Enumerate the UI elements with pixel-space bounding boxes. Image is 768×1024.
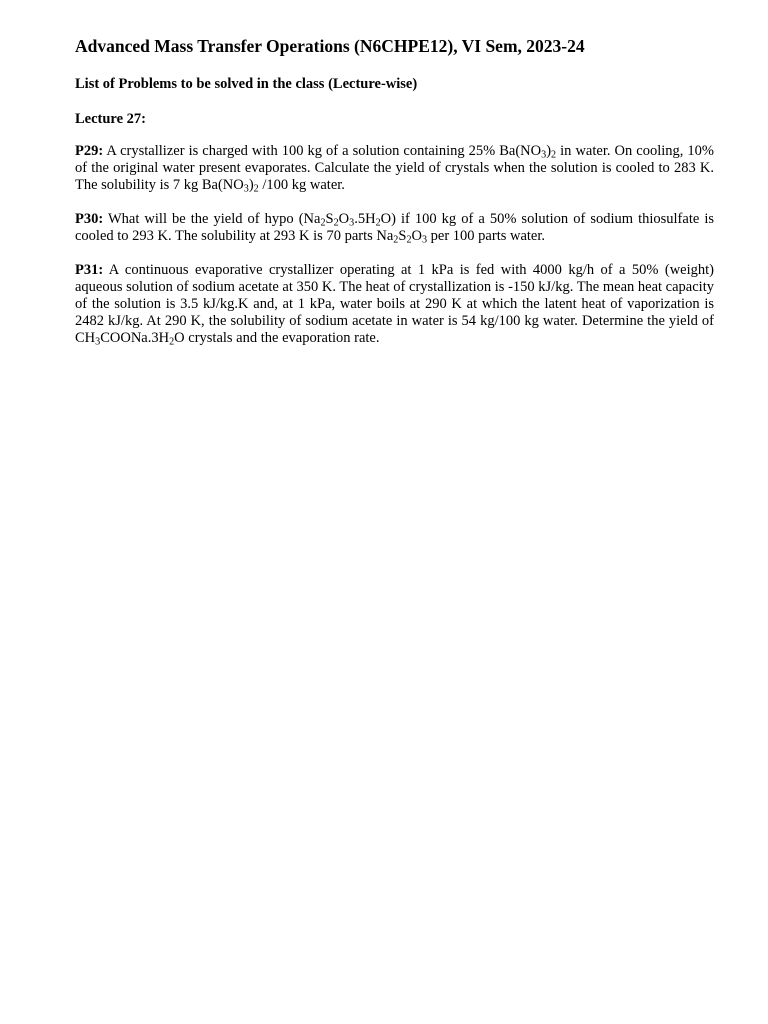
problem-text: [75, 262, 714, 346]
text-run: O crystals and the evaporation rate.: [174, 330, 380, 347]
text-run: A crystallizer is charged with 100 kg of a solution containing 25% Ba(NO: [103, 143, 542, 160]
subscript: 3: [95, 336, 101, 348]
document-subtitle: List of Problems to be solved in the class (Lecture-wise): [75, 75, 418, 92]
text-run: O: [411, 228, 422, 245]
problem-id: P30:: [75, 211, 104, 228]
subscript: 2: [551, 149, 557, 161]
subscript: 2: [333, 217, 339, 229]
document-title: Advanced Mass Transfer Operations (N6CHPE12), VI Sem, 2023-24: [75, 36, 585, 56]
text-run: /100 kg water.: [258, 177, 345, 194]
text-run: What will be the yield of hypo (Na: [103, 211, 321, 228]
text-run: O) if 100 kg of a 50% solution of sodium thiosulfate is cooled to 293 K. The solubility at 293 K is 70 parts Na: [75, 211, 714, 245]
subscript: 2: [169, 336, 175, 348]
subscript: 3: [421, 234, 428, 246]
problem-p29: [75, 143, 714, 194]
text-run: .5H: [354, 211, 376, 228]
subscript: 3: [243, 183, 249, 195]
lecture-heading: Lecture 27:: [75, 111, 146, 127]
text-run: ): [546, 143, 552, 160]
text-run: in water. On cooling, 10% of the original water present evaporates. Calculate the yield of crystals when the solution is cooled to 283 K. The solubility is 7 kg Ba(NO: [75, 143, 714, 194]
text-run: COONa.3H: [100, 330, 170, 347]
text-run: S: [398, 228, 407, 245]
subscript: 2: [320, 217, 326, 229]
subscript: 2: [253, 183, 259, 195]
text-run: per 100 parts water.: [427, 228, 546, 245]
text-run: S: [325, 211, 334, 228]
subscript: 2: [375, 217, 381, 229]
subscript: 2: [393, 234, 399, 246]
problem-text: [75, 211, 714, 244]
problem-p30: [75, 211, 714, 245]
problem-id: P29:: [75, 143, 104, 160]
subscript: 3: [541, 149, 547, 161]
problem-p31: [75, 262, 714, 347]
text-run: A continuous evaporative crystallizer operating at 1 kPa is fed with 4000 kg/h of a 50% (weight) aqueous solution of sodium acetate at 350 K. The heat of crystallization is -150 kJ/kg. The mean heat capacity of the solution is 3.5 kJ/kg.K and, at 1 kPa, water boils at 290 K at which the latent heat of vaporization is 2482 kJ/kg. At 290 K, the solubility of sodium acetate in water is 54 kg/100 kg water. Determine the yield of CH: [75, 262, 714, 347]
subscript: 2: [406, 234, 412, 246]
document-page: [75, 36, 714, 364]
problem-id: P31:: [75, 262, 104, 279]
problem-text: [75, 143, 714, 193]
text-run: ): [248, 177, 254, 194]
text-run: O: [338, 211, 350, 228]
subscript: 3: [349, 217, 355, 229]
